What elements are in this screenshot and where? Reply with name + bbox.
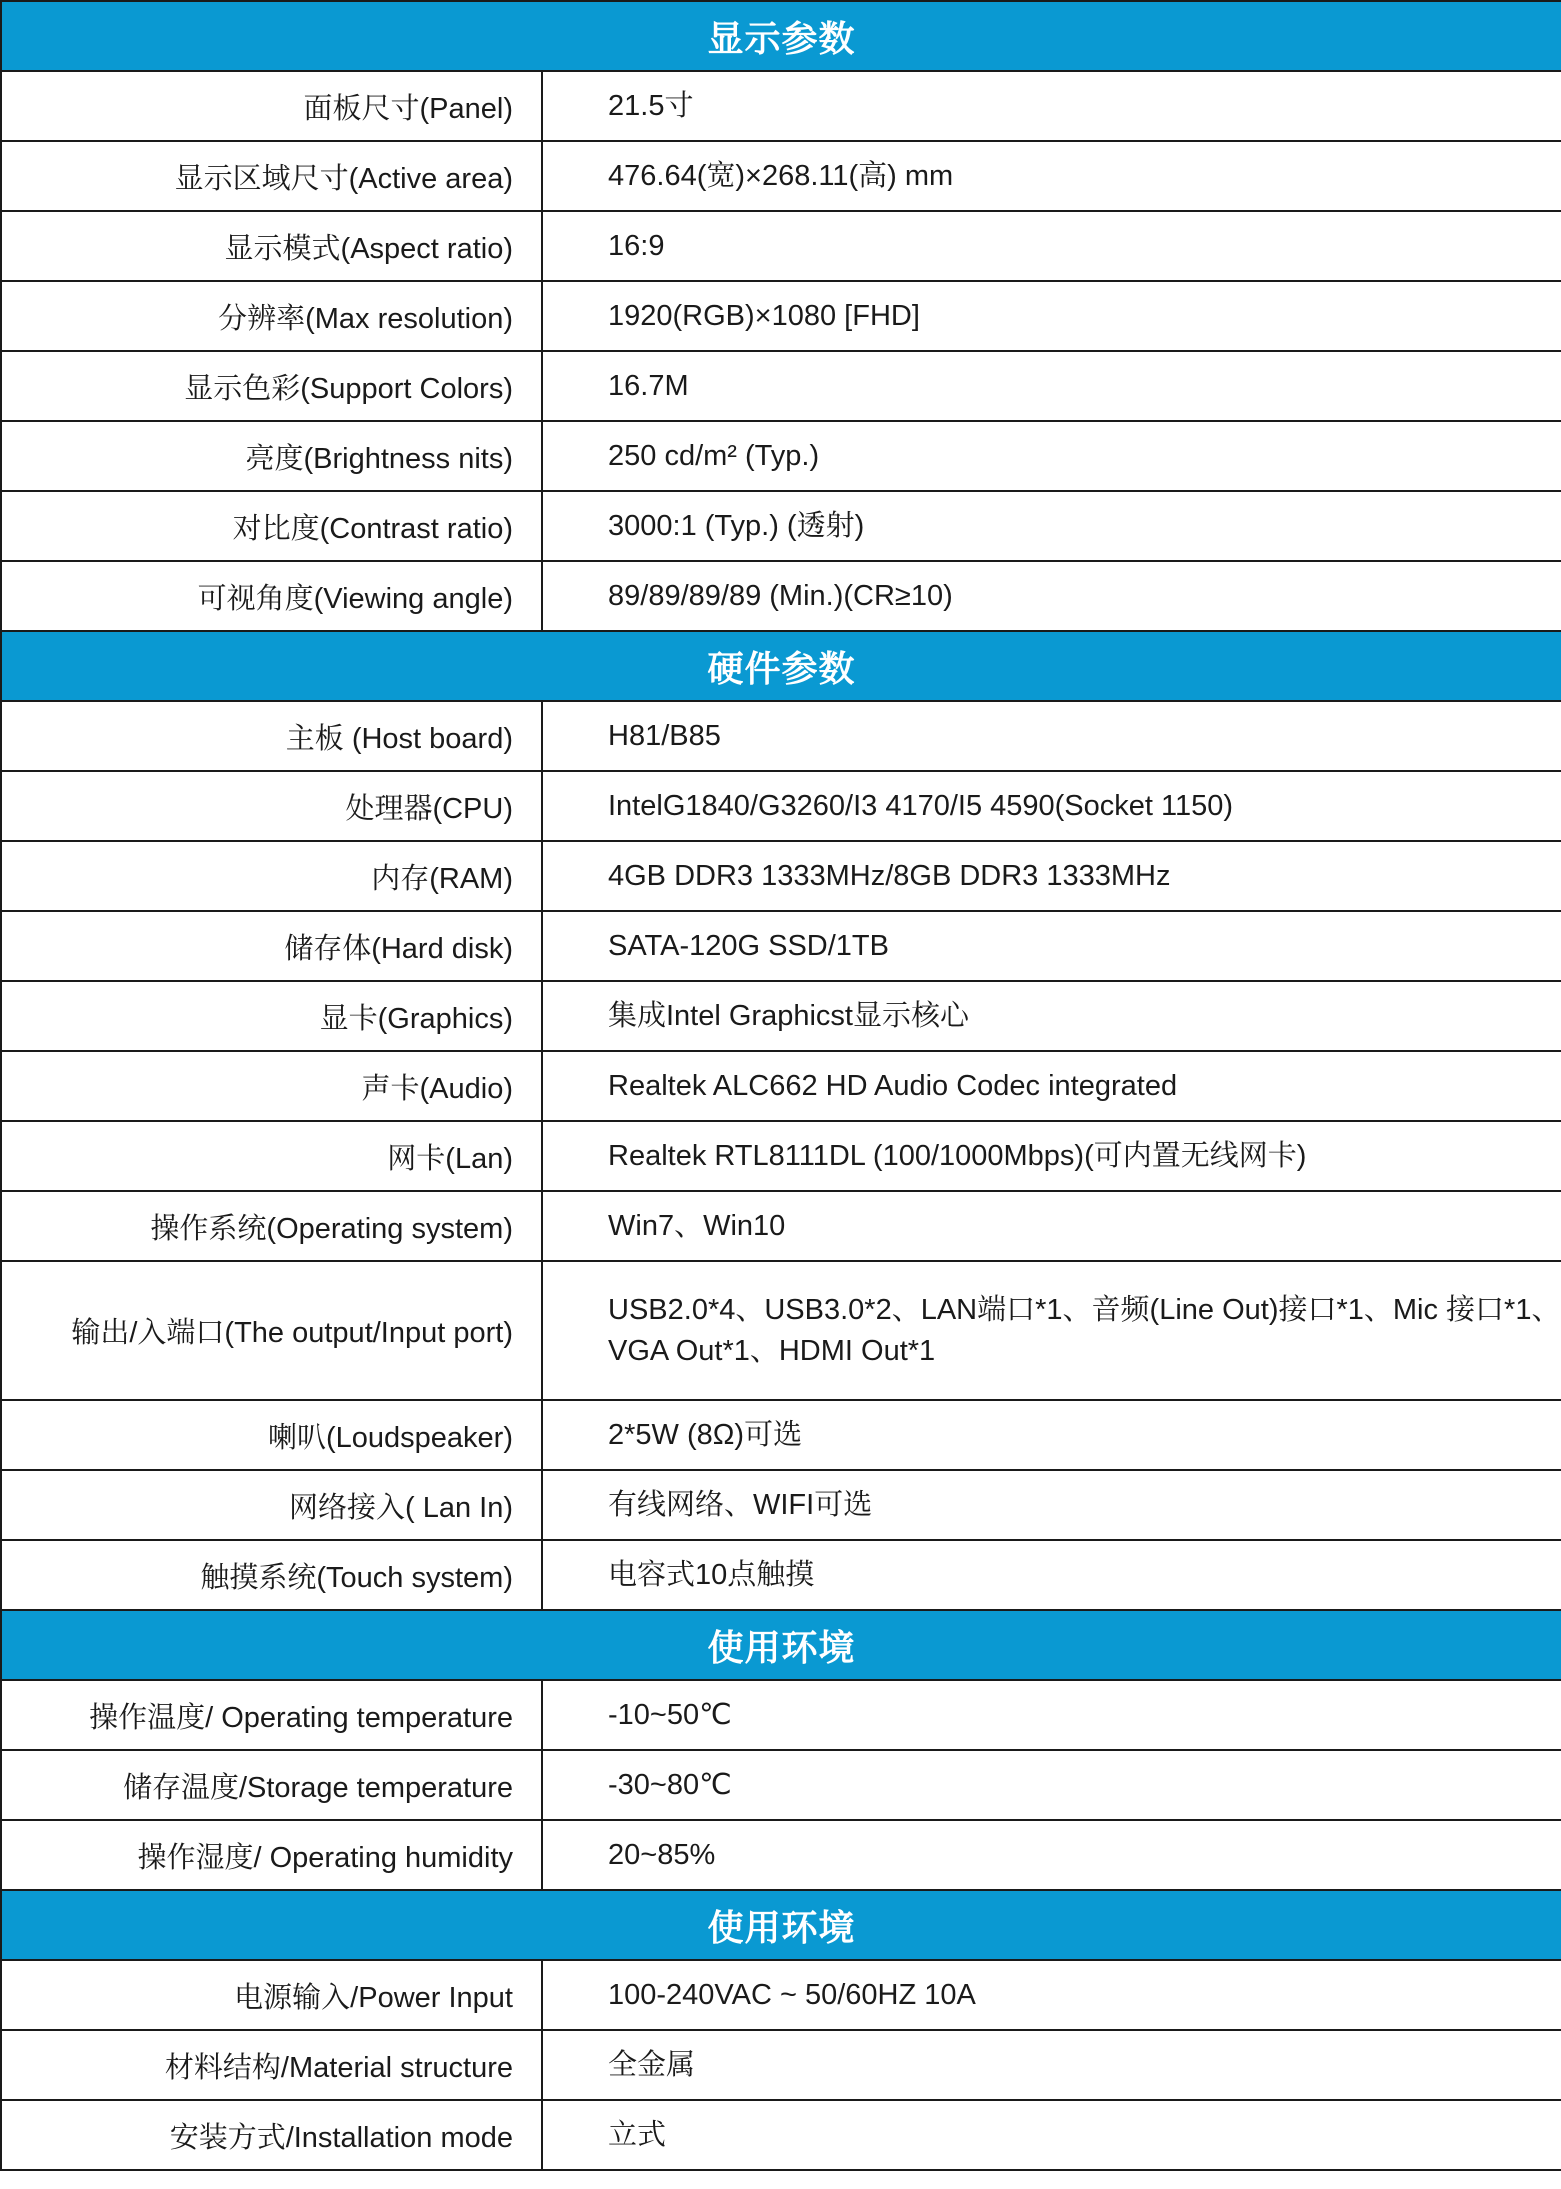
section-header-row bbox=[1, 1610, 1561, 1680]
spec-row bbox=[1, 281, 1561, 351]
spec-value: -30~80℃ bbox=[608, 1768, 732, 1801]
spec-value-cell bbox=[542, 1820, 1561, 1890]
spec-value-cell bbox=[542, 1051, 1561, 1121]
spec-label: 操作湿度/ Operating humidity bbox=[1, 1820, 542, 1890]
spec-value: 100-240VAC ~ 50/60HZ 10A bbox=[608, 1978, 976, 2011]
spec-table-body bbox=[1, 1, 1561, 2170]
spec-value: Win7、Win10 bbox=[608, 1209, 786, 1242]
spec-value: 16.7M bbox=[608, 369, 689, 402]
spec-label: 显示模式(Aspect ratio) bbox=[1, 211, 542, 281]
spec-value-cell bbox=[542, 141, 1561, 211]
spec-label: 网络接入( Lan In) bbox=[1, 1470, 542, 1540]
spec-row bbox=[1, 911, 1561, 981]
section-title: 使用环境 bbox=[1, 1610, 1561, 1680]
spec-row bbox=[1, 421, 1561, 491]
spec-value: 4GB DDR3 1333MHz/8GB DDR3 1333MHz bbox=[608, 859, 1171, 892]
spec-value-cell bbox=[542, 1121, 1561, 1191]
section-header-row bbox=[1, 631, 1561, 701]
spec-label: 触摸系统(Touch system) bbox=[1, 1540, 542, 1610]
spec-row bbox=[1, 1261, 1561, 1400]
spec-row bbox=[1, 2030, 1561, 2100]
spec-row bbox=[1, 2100, 1561, 2170]
spec-label: 储存温度/Storage temperature bbox=[1, 1750, 542, 1820]
spec-value: USB2.0*4、USB3.0*2、LAN端口*1、音频(Line Out)接口*1、Mic 接口*1、 bbox=[608, 1293, 1561, 1326]
spec-row bbox=[1, 1121, 1561, 1191]
spec-row bbox=[1, 981, 1561, 1051]
spec-label: 处理器(CPU) bbox=[1, 771, 542, 841]
spec-row bbox=[1, 1540, 1561, 1610]
spec-row bbox=[1, 351, 1561, 421]
spec-value: SATA-120G SSD/1TB bbox=[608, 929, 889, 962]
spec-value-cell bbox=[542, 491, 1561, 561]
spec-value: 全金属 bbox=[608, 2048, 696, 2081]
spec-value: 2*5W (8Ω)可选 bbox=[608, 1418, 803, 1451]
spec-value-cell bbox=[542, 211, 1561, 281]
spec-value: 20~85% bbox=[608, 1838, 716, 1871]
spec-row bbox=[1, 141, 1561, 211]
spec-row bbox=[1, 1960, 1561, 2030]
spec-row bbox=[1, 491, 1561, 561]
spec-value-cell bbox=[542, 841, 1561, 911]
spec-value: 250 cd/m² (Typ.) bbox=[608, 439, 820, 472]
spec-label: 喇叭(Loudspeaker) bbox=[1, 1400, 542, 1470]
spec-value: 有线网络、WIFI可选 bbox=[608, 1488, 873, 1521]
spec-value: 476.64(宽)×268.11(高) mm bbox=[608, 159, 954, 192]
spec-value-cell bbox=[542, 1191, 1561, 1261]
spec-row bbox=[1, 1400, 1561, 1470]
section-title: 硬件参数 bbox=[1, 631, 1561, 701]
spec-value-cell bbox=[542, 351, 1561, 421]
spec-label: 网卡(Lan) bbox=[1, 1121, 542, 1191]
spec-value-cell bbox=[542, 981, 1561, 1051]
spec-label: 显卡(Graphics) bbox=[1, 981, 542, 1051]
spec-label: 面板尺寸(Panel) bbox=[1, 71, 542, 141]
spec-value: IntelG1840/G3260/I3 4170/I5 4590(Socket 1150) bbox=[608, 789, 1234, 822]
section-header-row bbox=[1, 1, 1561, 71]
spec-label: 输出/入端口(The output/Input port) bbox=[1, 1261, 542, 1400]
spec-label: 显示区域尺寸(Active area) bbox=[1, 141, 542, 211]
spec-value: Realtek ALC662 HD Audio Codec integrated bbox=[608, 1069, 1178, 1102]
spec-value-cell bbox=[542, 1470, 1561, 1540]
spec-value-cell bbox=[542, 281, 1561, 351]
spec-value-cell bbox=[542, 2030, 1561, 2100]
spec-value: -10~50℃ bbox=[608, 1698, 732, 1731]
spec-row bbox=[1, 841, 1561, 911]
spec-row bbox=[1, 771, 1561, 841]
spec-label: 操作系统(Operating system) bbox=[1, 1191, 542, 1261]
spec-label: 对比度(Contrast ratio) bbox=[1, 491, 542, 561]
spec-value: 16:9 bbox=[608, 229, 665, 262]
spec-value-cell bbox=[542, 1540, 1561, 1610]
spec-row bbox=[1, 1820, 1561, 1890]
spec-value-line2: VGA Out*1、HDMI Out*1 bbox=[608, 1334, 936, 1367]
spec-value-cell bbox=[542, 771, 1561, 841]
spec-label: 电源输入/Power Input bbox=[1, 1960, 542, 2030]
spec-label: 储存体(Hard disk) bbox=[1, 911, 542, 981]
section-header-row bbox=[1, 1890, 1561, 1960]
spec-row bbox=[1, 1051, 1561, 1121]
spec-label: 材料结构/Material structure bbox=[1, 2030, 542, 2100]
spec-value: 立式 bbox=[608, 2118, 667, 2151]
spec-value-cell bbox=[542, 71, 1561, 141]
spec-label: 可视角度(Viewing angle) bbox=[1, 561, 542, 631]
spec-value: Realtek RTL8111DL (100/1000Mbps)(可内置无线网卡) bbox=[608, 1139, 1307, 1172]
spec-value: 3000:1 (Typ.) (透射) bbox=[608, 509, 865, 542]
spec-value-cell bbox=[542, 1261, 1561, 1400]
spec-label: 操作温度/ Operating temperature bbox=[1, 1680, 542, 1750]
spec-row bbox=[1, 561, 1561, 631]
spec-label: 主板 (Host board) bbox=[1, 701, 542, 771]
spec-value: 21.5寸 bbox=[608, 89, 694, 122]
spec-value-cell bbox=[542, 561, 1561, 631]
spec-label: 亮度(Brightness nits) bbox=[1, 421, 542, 491]
spec-row bbox=[1, 1470, 1561, 1540]
spec-value-cell bbox=[542, 1680, 1561, 1750]
spec-row bbox=[1, 701, 1561, 771]
spec-value-cell bbox=[542, 421, 1561, 491]
spec-value-cell bbox=[542, 701, 1561, 771]
spec-value-cell bbox=[542, 1750, 1561, 1820]
section-title: 显示参数 bbox=[1, 1, 1561, 71]
spec-label: 内存(RAM) bbox=[1, 841, 542, 911]
spec-row bbox=[1, 1191, 1561, 1261]
spec-label: 分辨率(Max resolution) bbox=[1, 281, 542, 351]
spec-value: 电容式10点触摸 bbox=[608, 1558, 815, 1591]
spec-value-cell bbox=[542, 1400, 1561, 1470]
spec-value-cell bbox=[542, 911, 1561, 981]
spec-label: 安装方式/Installation mode bbox=[1, 2100, 542, 2170]
spec-row bbox=[1, 71, 1561, 141]
spec-value: 集成Intel Graphicst显示核心 bbox=[608, 999, 969, 1032]
section-title: 使用环境 bbox=[1, 1890, 1561, 1960]
spec-value-cell bbox=[542, 1960, 1561, 2030]
spec-value: 89/89/89/89 (Min.)(CR≥10) bbox=[608, 579, 953, 612]
spec-row bbox=[1, 1680, 1561, 1750]
spec-row bbox=[1, 211, 1561, 281]
spec-label: 声卡(Audio) bbox=[1, 1051, 542, 1121]
spec-value: 1920(RGB)×1080 [FHD] bbox=[608, 299, 920, 332]
spec-value-cell bbox=[542, 2100, 1561, 2170]
spec-label: 显示色彩(Support Colors) bbox=[1, 351, 542, 421]
spec-row bbox=[1, 1750, 1561, 1820]
spec-value: H81/B85 bbox=[608, 719, 721, 752]
